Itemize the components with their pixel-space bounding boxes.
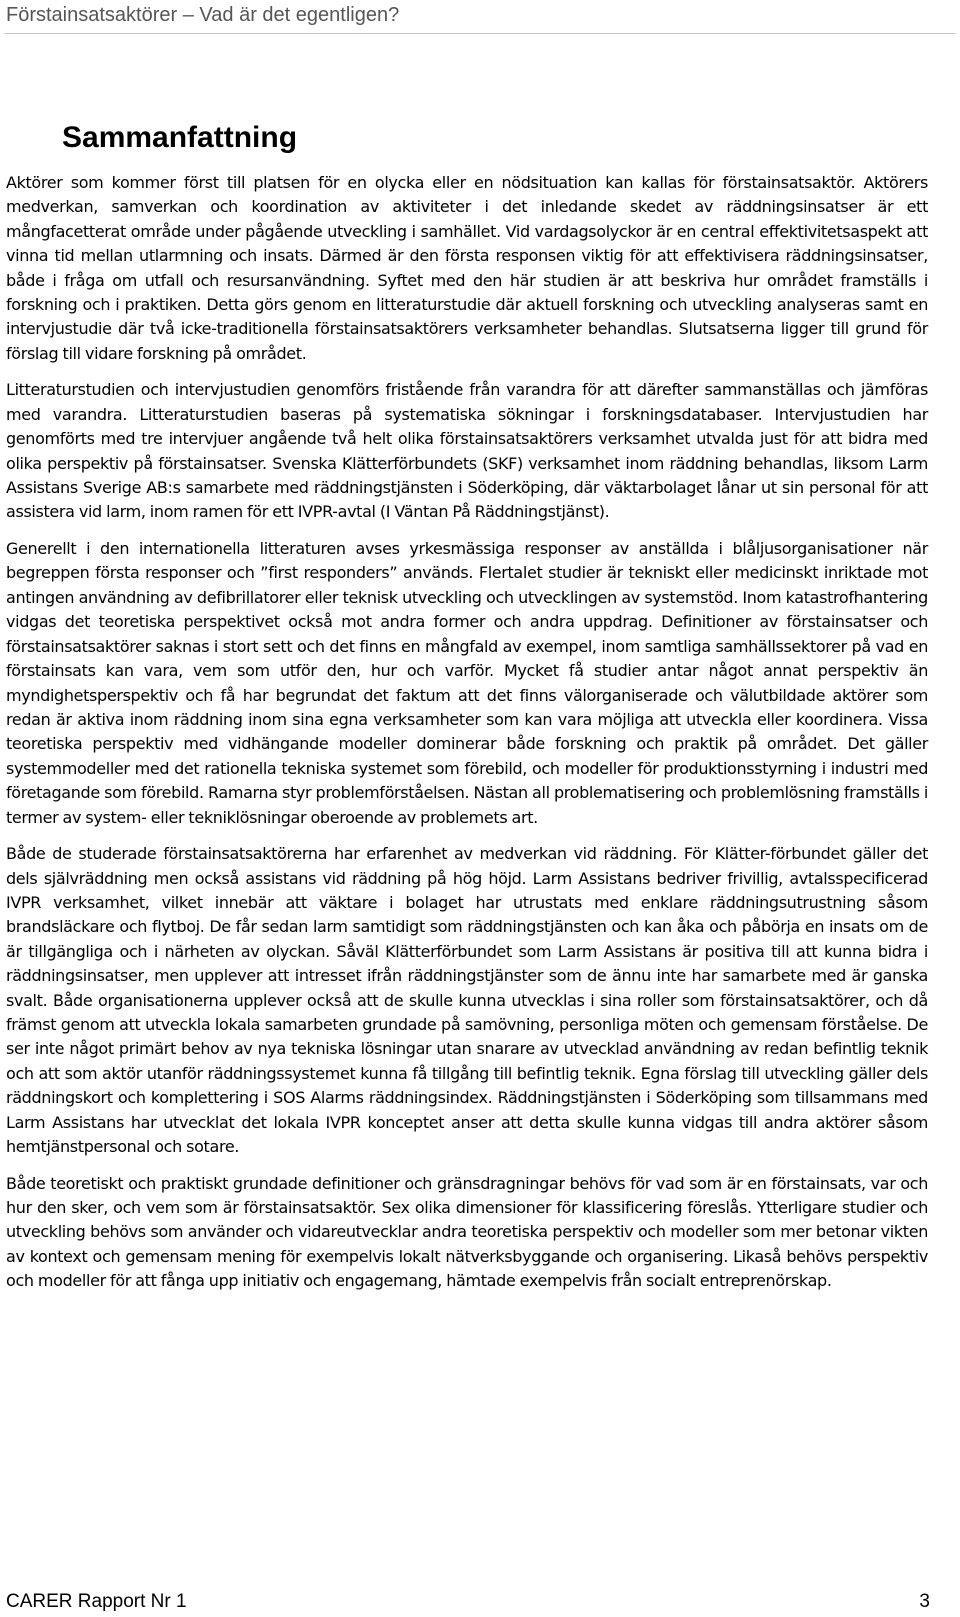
summary-body (6, 171, 928, 1306)
paragraph-2: Litteraturstudien och intervjustudien genomförs fristående från varandra för att därefter sammanställas och jämföras med varandra. Litteraturstudien baseras på systematiska sökningar i forskningsdatabaser. Intervjustudien har genomförts med tre intervjuer angående två helt olika förstainsatsaktörers verksamhet utvalda just för att bidra med olika perspektiv på förstainsatser. Svenska Klätterförbundets (SKF) verksamhet inom räddning behandlas, liksom Larm Assistans Sverige AB:s samarbete med räddningstjänsten i Söderköping, där väktarbolaget lånar ut sin personal för att assistera vid larm, inom ramen för ett IVPR-avtal (I Väntan På Räddningstjänst). (6, 380, 928, 522)
page-footer (6, 1590, 930, 1616)
footer-report-label: CARER Rapport Nr 1 (6, 1591, 187, 1612)
footer-page-number: 3 (919, 1591, 930, 1612)
header-divider (4, 33, 956, 34)
running-header: Förstainsatsaktörer – Vad är det egentligen? (6, 4, 400, 26)
paragraph-4: Både de studerade förstainsatsaktörerna har erfarenhet av medverkan vid räddning. För Klätter-förbundet gäller det dels självräddning men också assistans vid räddning på hög höjd. Larm Assistans bedriver frivillig, avtalsspecificerad IVPR verksamhet, vilket innebär att väktare i bolaget har utrustats med enklare räddningsutrustning såsom brandsläckare och flytboj. De får sedan larm samtidigt som räddningstjänsten och kan åka och påbörja en insats om de är tillgängliga och i närheten av olyckan. Såväl Klätterförbundet som Larm Assistans är positiva till att kunna bidra i räddningsinsatser, men upplever att intresset ifrån räddningstjänster som de ännu inte har samarbete med är ganska svalt. Både organisationerna upplever också att de skulle kunna utvecklas i sina roller som förstainsatsaktörer, och då främst genom att utveckla lokala samarbeten grundade på samövning, personliga möten och gemensam förståelse. De ser inte något primärt behov av nya tekniska lösningar utan snarare av utvecklad användning av redan befintlig teknik och att som aktör utanför räddningssystemet kunna få tillgång till befintlig teknik. Egna förslag till utveckling gäller dels räddningskort och komplettering i SOS Alarms räddningsindex. Räddningstjänsten i Söderköping som tillsammans med Larm Assistans har utvecklat det lokala IVPR konceptet anser att detta skulle kunna vidgas till andra aktörer såsom hemtjänstpersonal och sotare. (6, 844, 928, 1156)
section-title: Sammanfattning (62, 121, 298, 154)
paragraph-3: Generellt i den internationella litteraturen avses yrkesmässiga responser av anställda i blåljusorganisationer när begreppen första responser och ”first responders” används. Flertalet studier är tekniskt eller medicinskt inriktade mot antingen användning av defibrillatorer eller teknisk utveckling och utvecklingen av systemstöd. Inom katastrofhantering vidgas det teoretiska perspektivet också mot andra former och andra uppdrag. Definitioner av förstainsatser och förstainsatsaktörer saknas i stort sett och det finns en mångfald av exempel, inom samtliga samhällssektorer på vad en förstainsats kan vara, vem som utför den, hur och varför. Mycket få studier antar något annat perspektiv än myndighetsperspektiv och få har begrundat det faktum att det finns välorganiserade och välutbildade aktörer som redan är aktiva inom räddning inom sina egna verksamheter som kan vara möjliga att utveckla eller koordinera. Vissa teoretiska perspektiv med vidhängande modeller dominerar både forskning och praktik på området. Det gäller systemmodeller med det rationella tekniska systemet som förebild, och modeller för produktionsstyrning i industri med företagande som förebild. Ramarna styr problemförståelsen. Nästan all problematisering och problemlösning framställs i termer av system- eller tekniklösningar oberoende av problemets art. (6, 539, 928, 827)
paragraph-5: Både teoretiskt och praktiskt grundade definitioner och gränsdragningar behövs för vad som är en förstainsats, var och hur den sker, och vem som är förstainsatsaktör. Sex olika dimensioner för klassificering föreslås. Ytterligare studier och utveckling behövs som använder och vidareutvecklar andra teoretiska perspektiv och modeller som mer betonar vikten av kontext och gemensam mening för exempelvis lokalt nätverksbyggande och organisering. Likaså behövs perspektiv och modeller för att fånga upp initiativ och engagemang, hämtade exempelvis från socialt entreprenörskap. (6, 1173, 928, 1291)
paragraph-1: Aktörer som kommer först till platsen för en olycka eller en nödsituation kan kallas för förstainsatsaktör. Aktörers medverkan, samverkan och koordination av aktiviteter i det inledande skedet av räddningsinsatser är ett mångfacetterat område under pågående utveckling i samhället. Vid vardagsolyckor är en central effektivitetsaspekt att vinna tid mellan utlarmning och insats. Därmed är den första responsen viktig för att effektivisera räddningsinsatser, både i fråga om utfall och resursanvändning. Syftet med den här studien är att beskriva hur området framställs i forskning och i praktiken. Detta görs genom en litteraturstudie där aktuell forskning och utveckling analyseras samt en intervjustudie där två icke-traditionella förstainsatsaktörers verksamheter behandlas. Slutsatserna ligger till grund för förslag till vidare forskning på området. (6, 173, 928, 363)
